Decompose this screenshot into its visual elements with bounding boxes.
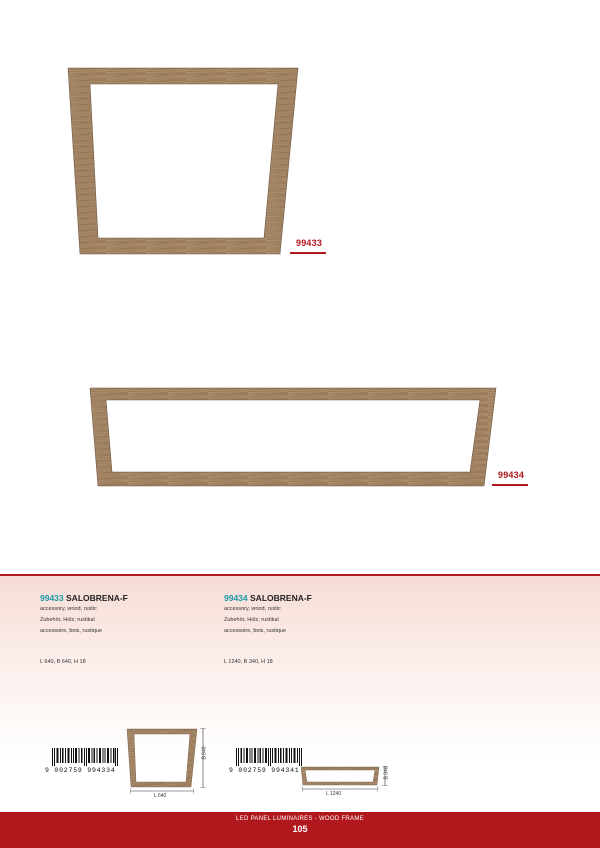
ref-underline-99433 <box>290 252 326 254</box>
product-image-99434 <box>88 386 500 488</box>
dimension-label-height: B 640 <box>201 746 208 760</box>
dimension-label-width: L 640 <box>154 793 167 799</box>
description-en: accessory, wood, rustic <box>224 606 281 612</box>
product-thumbnail-99433 <box>126 728 198 788</box>
product-number: 99433 <box>40 593 64 603</box>
product-dimensions: L 640, B 640, H 18 <box>40 659 86 665</box>
barcode-number: 9 002759 994334 <box>45 767 116 774</box>
ref-underline-99434 <box>492 484 528 486</box>
description-de: Zubehör, Holz, rustikal <box>40 617 95 623</box>
dimension-label-height: B 340 <box>383 766 390 780</box>
barcode-99433 <box>52 748 118 766</box>
barcode-number: 9 002759 994341 <box>229 767 300 774</box>
page-footer <box>0 812 600 848</box>
barcode-99434 <box>236 748 302 766</box>
ref-number-99434: 99434 <box>498 470 525 480</box>
product-image-99433 <box>66 66 302 256</box>
footer-section-title: LED PANEL LUMINAIRES - WOOD FRAME <box>236 816 364 822</box>
description-fr: accessoire, bois, rustique <box>40 628 103 634</box>
product-number: 99434 <box>224 593 248 603</box>
page-number: 105 <box>292 824 308 834</box>
description-en: accessory, wood, rustic <box>40 606 97 612</box>
description-fr: accessoire, bois, rustique <box>224 628 287 634</box>
product-name: SALOBRENA-F <box>66 593 128 603</box>
product-name: SALOBRENA-F <box>250 593 312 603</box>
dimension-label-width: L 1240 <box>326 791 342 797</box>
product-thumbnail-99434 <box>300 766 380 786</box>
description-de: Zubehör, Holz, rustikal <box>224 617 279 623</box>
product-title-99433 <box>40 593 128 603</box>
product-title-99434 <box>224 593 312 603</box>
product-dimensions: L 1240, B 340, H 18 <box>224 659 273 665</box>
ref-number-99433: 99433 <box>296 238 323 248</box>
